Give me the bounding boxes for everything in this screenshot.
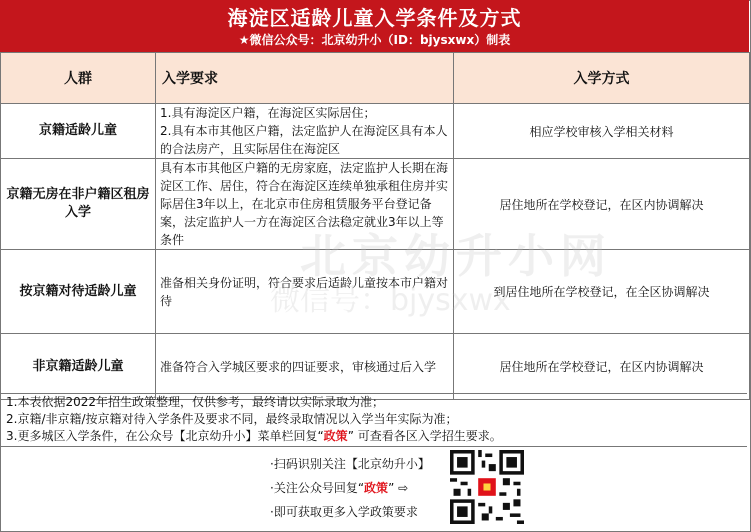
header-method: 入学方式 [454, 53, 750, 104]
row-group: 京籍无房在非户籍区租房入学 [1, 159, 156, 250]
note-line-3 [6, 428, 747, 445]
row-requirements [156, 334, 454, 400]
qr-code-icon[interactable] [450, 450, 524, 524]
title-bar [0, 0, 749, 52]
header-requirements: 入学要求 [156, 53, 454, 104]
note-keyword: 政策 [323, 429, 348, 443]
watermark-wechat: 微信号：bjysxwx [270, 283, 511, 318]
promo-text: ·关注公众号回复“ [270, 481, 365, 495]
notes [0, 393, 747, 447]
row-group: 按京籍对待适龄儿童 [1, 250, 156, 334]
note-text: ” 可查看各区入学招生要求。 [347, 429, 502, 443]
requirement-line: 1.具有海淀区户籍，在海淀区实际居住； [160, 106, 376, 120]
row-group: 非京籍适龄儿童 [1, 334, 156, 400]
requirement-line: 准备相关身份证明，符合要求后适龄儿童按本市户籍对待 [160, 275, 449, 308]
table-row [1, 250, 750, 334]
page-title: 海淀区适龄儿童入学条件及方式 [227, 6, 522, 30]
row-requirements [156, 104, 454, 159]
page-subtitle: ★微信公众号：北京幼升小（ID：bjysxwx）制表 [238, 33, 511, 47]
row-group: 京籍适龄儿童 [1, 104, 156, 159]
promo-text: ” [388, 481, 395, 495]
table-header-row [1, 53, 750, 104]
admission-table [0, 52, 750, 400]
row-method: 居住地所在学校登记，在区内协调解决 [454, 159, 750, 250]
requirement-line: 具有本市其他区户籍的无房家庭，法定监护人长期在海淀区工作、居住，符合在海淀区连续单独承租住房并实际居住3年以上，在北京市住房租赁服务平台登记备案，法定监护人一方在海淀区合法稳定就业3年以上等条件 [160, 161, 449, 247]
header-group: 人群 [1, 53, 156, 104]
note-text: 3.更多城区入学条件，在公众号【北京幼升小】菜单栏回复“ [6, 429, 324, 443]
promo-line-2 [270, 476, 430, 500]
table-row [1, 159, 750, 250]
table-row [1, 334, 750, 400]
arrow-right-icon: ⇨ [398, 481, 409, 495]
row-method: 居住地所在学校登记，在区内协调解决 [454, 334, 750, 400]
promo-keyword: 政策 [364, 481, 389, 495]
requirement-line: 准备符合入学城区要求的四证要求，审核通过后入学 [160, 359, 437, 374]
table-row [1, 104, 750, 159]
note-line-2: 2.京籍/非京籍/按京籍对待入学条件及要求不同，最终录取情况以入学当年实际为准； [6, 412, 458, 426]
watermark-text: 北京幼升小网 [300, 229, 612, 283]
promo-line-3: ·即可获取更多入学政策要求 [270, 505, 418, 519]
promo-text [270, 452, 430, 524]
promo-line-1: ·扫码识别关注【北京幼升小】 [270, 457, 430, 471]
row-method: 到居住地所在学校登记，在全区协调解决 [454, 250, 750, 334]
row-method: 相应学校审核入学相关材料 [454, 104, 750, 159]
row-requirements [156, 250, 454, 334]
row-requirements [156, 159, 454, 250]
note-line-1: 1.本表依据2022年招生政策整理，仅供参考，最终请以实际录取为准； [6, 395, 384, 409]
requirement-line: 2.具有本市其他区户籍，法定监护人在海淀区具有本人的合法房产，且实际居住在海淀区 [160, 124, 448, 156]
